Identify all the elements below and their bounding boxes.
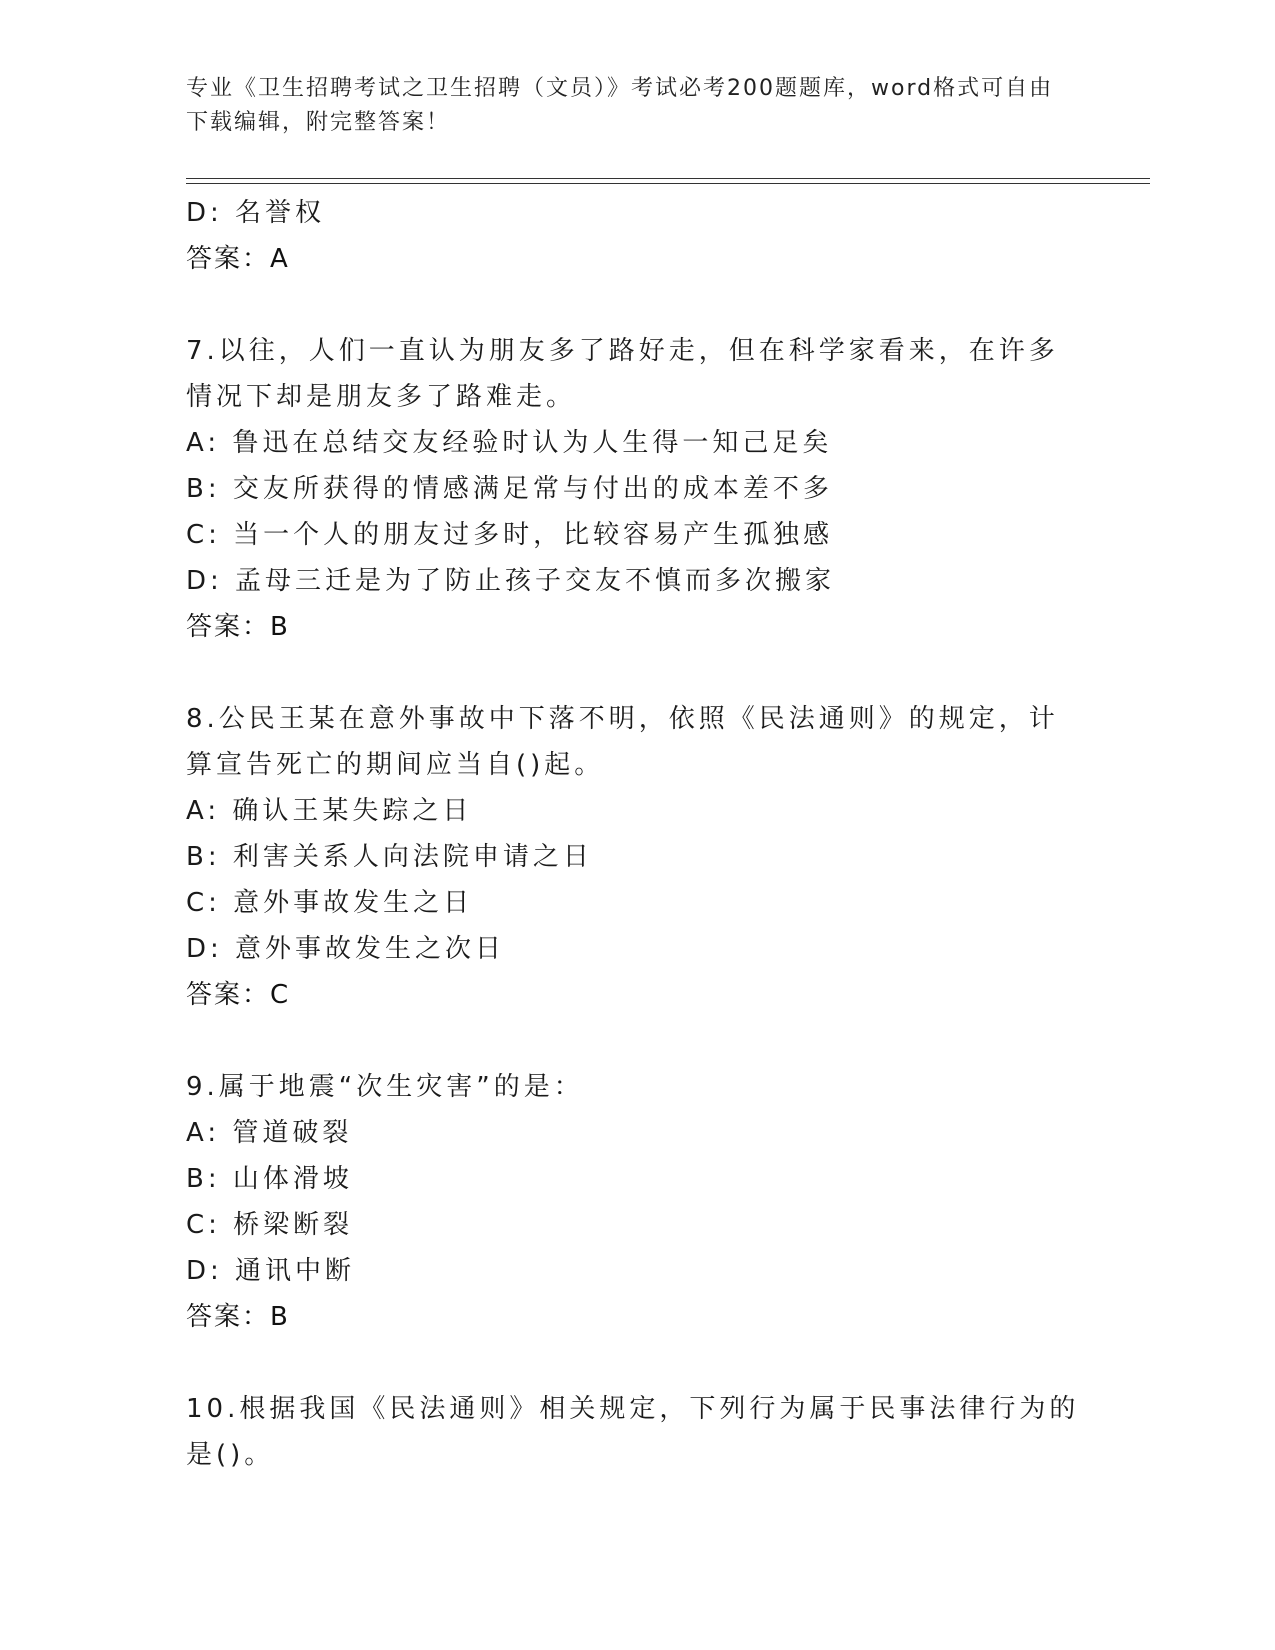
question-stem: 10.根据我国《民法通则》相关规定，下列行为属于民事法律行为的是()。 [186, 1394, 1080, 1470]
option-d: D: 名誉权 [186, 198, 326, 228]
answer-label: 答案：B [186, 1302, 290, 1332]
header-rule-top [186, 178, 1150, 179]
header-rule-bottom [186, 183, 1150, 184]
option-d: D: 意外事故发生之次日 [186, 934, 506, 964]
question-stem: 7.以往，人们一直认为朋友多了路好走，但在科学家看来，在许多情况下却是朋友多了路难走。 [186, 336, 1059, 412]
option-a: A: 管道破裂 [186, 1118, 353, 1148]
option-d: D: 通讯中断 [186, 1256, 356, 1286]
option-b: B: 交友所获得的情感满足常与付出的成本差不多 [186, 474, 833, 504]
answer-label: 答案：A [186, 244, 290, 274]
option-a: A: 鲁迅在总结交友经验时认为人生得一知己足矣 [186, 428, 833, 458]
option-c: C: 当一个人的朋友过多时，比较容易产生孤独感 [186, 520, 834, 550]
document-header: 专业《卫生招聘考试之卫生招聘（文员）》考试必考200题题库，word格式可自由下载编辑，附完整答案！ [186, 76, 1054, 135]
option-a: A: 确认王某失踪之日 [186, 796, 473, 826]
option-c: C: 意外事故发生之日 [186, 888, 474, 918]
question-stem: 9.属于地震“次生灾害”的是： [186, 1072, 584, 1102]
option-b: B: 利害关系人向法院申请之日 [186, 842, 593, 872]
answer-label: 答案：B [186, 612, 290, 642]
option-b: B: 山体滑坡 [186, 1164, 353, 1194]
question-list [186, 190, 1086, 1478]
option-d: D: 孟母三迁是为了防止孩子交友不慎而多次搬家 [186, 566, 836, 596]
option-c: C: 桥梁断裂 [186, 1210, 354, 1240]
answer-label: 答案：C [186, 980, 291, 1010]
question-stem: 8.公民王某在意外事故中下落不明，依照《民法通则》的规定，计算宣告死亡的期间应当自()起。 [186, 704, 1059, 780]
